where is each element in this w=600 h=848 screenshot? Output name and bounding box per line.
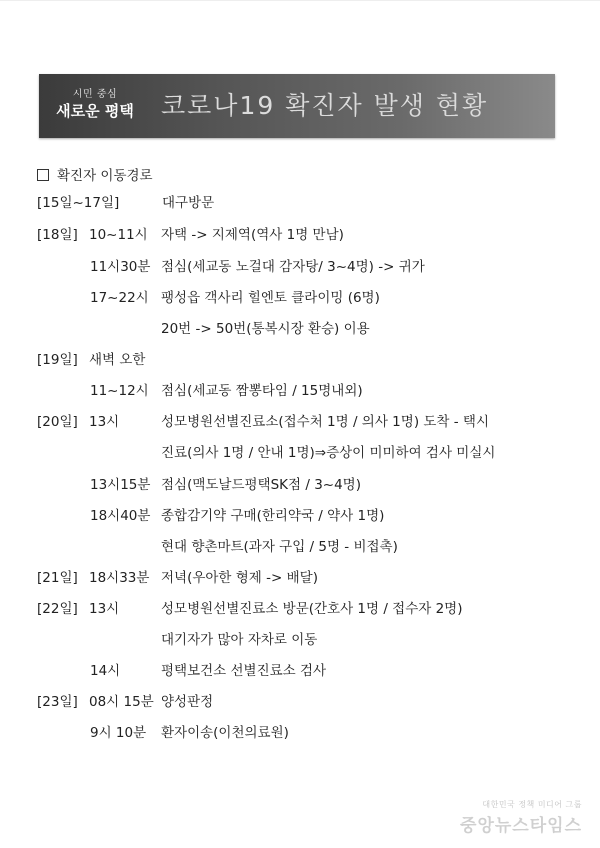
list-item: [0, 442, 600, 464]
row-description: 성모병원선별진료소(접수처 1명 / 의사 1명) 도착 - 택시: [161, 414, 489, 430]
row-description: 환자이송(이천의료원): [161, 725, 289, 741]
list-item: [0, 629, 600, 651]
row-time: 14시: [90, 663, 121, 679]
row-date: [18일]: [37, 227, 78, 243]
row-description: 양성판정: [161, 694, 214, 710]
row-description: 팽성읍 객사리 힐엔토 클라이밍 (6명): [161, 290, 380, 306]
logo-brand: 새로운 평택: [56, 102, 134, 120]
checkbox-icon: [37, 169, 49, 181]
list-item: [0, 536, 600, 558]
logo-subtitle: 시민 중심: [72, 89, 118, 100]
row-description: 20번 -> 50번(통복시장 환승) 이용: [161, 321, 370, 337]
page-title: 코로나19 확진자 발생 현황: [161, 91, 489, 120]
row-time: 08시 15분: [89, 694, 154, 710]
watermark-logo: 중앙뉴스타임스: [460, 816, 582, 836]
section-heading-text: 확진자 이동경로: [57, 168, 153, 184]
row-time: 13시15분: [90, 477, 151, 493]
row-date: [23일]: [37, 694, 78, 710]
row-time: 13시: [89, 414, 120, 430]
list-item: [0, 505, 600, 527]
row-description: 저녁(우아한 형제 -> 배달): [161, 570, 318, 586]
row-date: [22일]: [37, 601, 78, 617]
header-banner: [39, 74, 555, 138]
row-description: 평택보건소 선별진료소 검사: [161, 663, 327, 679]
list-item: [0, 318, 600, 340]
city-logo: [39, 74, 151, 138]
list-item: [0, 660, 600, 682]
list-item: [0, 722, 600, 744]
row-date: [15일~17일]: [37, 195, 120, 211]
row-description: 진료(의사 1명 / 안내 1명)⇒증상이 미미하여 검사 미실시: [161, 445, 496, 461]
row-description: 점심(맥도날드평택SK점 / 3~4명): [161, 477, 361, 493]
row-time: 9시 10분: [90, 725, 147, 741]
row-time: 18시33분: [89, 570, 150, 586]
row-description: 대기자가 많아 자차로 이동: [161, 632, 318, 648]
section-heading: [37, 164, 153, 184]
list-item: [0, 349, 600, 371]
watermark: [460, 799, 582, 836]
row-time: 18시40분: [90, 508, 151, 524]
list-item: [0, 691, 600, 713]
row-description: 성모병원선별진료소 방문(간호사 1명 / 접수자 2명): [161, 601, 463, 617]
row-time: 17~22시: [90, 290, 149, 306]
row-description: 점심(세교동 노걸대 감자탕/ 3~4명) -> 귀가: [161, 259, 425, 275]
list-item: [0, 256, 600, 278]
list-item: [0, 598, 600, 620]
row-time: 10~11시: [89, 227, 148, 243]
row-description: 종합감기약 구매(한리약국 / 약사 1명): [161, 508, 385, 524]
row-description: 현대 향촌마트(과자 구입 / 5명 - 비접촉): [161, 539, 398, 555]
watermark-small: 대한민국 정책 미디어 그룹: [482, 800, 582, 809]
row-description: 자택 -> 지제역(역사 1명 만남): [161, 227, 344, 243]
list-item: [0, 380, 600, 402]
row-date: [20일]: [37, 414, 78, 430]
row-date: [21일]: [37, 570, 78, 586]
row-time: 새벽 오한: [89, 352, 146, 368]
list-item: [0, 474, 600, 496]
list-item: [0, 411, 600, 433]
list-item: [0, 192, 600, 214]
row-date: [19일]: [37, 352, 78, 368]
row-time: 13시: [89, 601, 120, 617]
row-description: 점심(세교동 짬뽕타임 / 15명내외): [161, 383, 363, 399]
list-item: [0, 567, 600, 589]
row-time: 11시30분: [90, 259, 151, 275]
row-description: 대구방문: [162, 195, 215, 211]
list-item: [0, 287, 600, 309]
list-item: [0, 224, 600, 246]
row-time: 11~12시: [90, 383, 149, 399]
